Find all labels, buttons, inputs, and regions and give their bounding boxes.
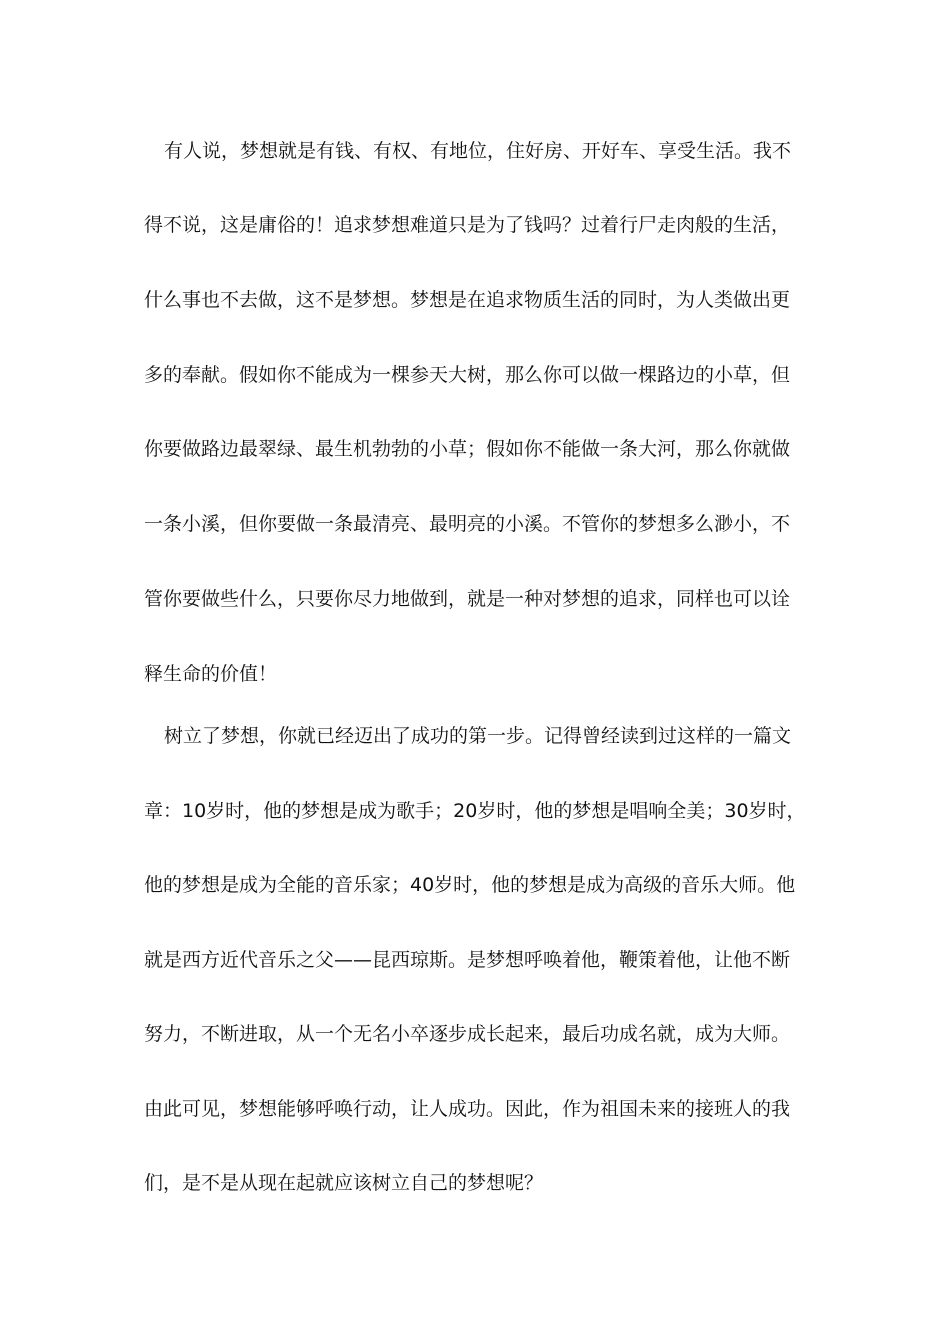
paragraph-line: 由此可见，梦想能够呼唤行动，让人成功。因此，作为祖国未来的接班人的我 xyxy=(144,1098,791,1120)
paragraph-line: 得不说，这是庸俗的！追求梦想难道只是为了钱吗？过着行尸走肉般的生活， xyxy=(144,214,791,236)
paragraph-line: 树立了梦想，你就已经迈出了成功的第一步。记得曾经读到过这样的一篇文 xyxy=(164,725,792,747)
paragraph-line: 就是西方近代音乐之父——昆西琼斯。是梦想呼唤着他，鞭策着他，让他不断 xyxy=(144,949,791,971)
paragraph-line: 一条小溪，但你要做一条最清亮、最明亮的小溪。不管你的梦想多么渺小，不 xyxy=(144,513,791,535)
paragraph-line: 你要做路边最翠绿、最生机勃勃的小草；假如你不能做一条大河，那么你就做 xyxy=(144,438,791,460)
paragraph-line: 们，是不是从现在起就应该树立自己的梦想呢？ xyxy=(144,1172,544,1194)
paragraph-line: 释生命的价值！ xyxy=(144,663,278,685)
paragraph-line: 章：10岁时，他的梦想是成为歌手；20岁时，他的梦想是唱响全美；30岁时， xyxy=(144,800,806,822)
paragraph-line: 努力，不断进取，从一个无名小卒逐步成长起来，最后功成名就，成为大师。 xyxy=(144,1023,791,1045)
paragraph-line: 管你要做些什么，只要你尽力地做到，就是一种对梦想的追求，同样也可以诠 xyxy=(144,588,791,610)
paragraph-line: 多的奉献。假如你不能成为一棵参天大树，那么你可以做一棵路边的小草，但 xyxy=(144,364,791,386)
paragraph-line: 有人说，梦想就是有钱、有权、有地位，住好房、开好车、享受生活。我不 xyxy=(164,140,792,162)
paragraph-line: 他的梦想是成为全能的音乐家；40岁时，他的梦想是成为高级的音乐大师。他 xyxy=(144,874,796,896)
paragraph-line: 什么事也不去做，这不是梦想。梦想是在追求物质生活的同时，为人类做出更 xyxy=(144,289,791,311)
